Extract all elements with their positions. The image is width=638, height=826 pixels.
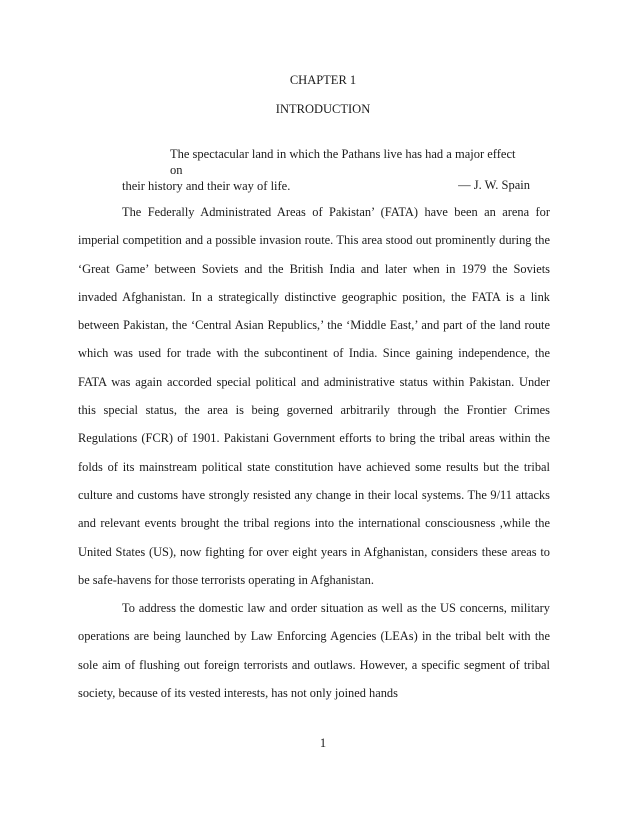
epigraph-line-2: their history and their way of life. <box>122 179 291 193</box>
paragraph-2: To address the domestic law and order situation as well as the US concerns, military operations are being launched by Law Enforcing Agencies (LEAs) in the tribal belt with the sole aim of flushing out foreign terrorists and outlaws. However, a specific segment of tribal society, because of its vested interests, has not only joined hands <box>78 601 550 701</box>
page-number: 1 <box>319 736 327 750</box>
epigraph-line-1: The spectacular land in which the Pathans live has had a major effect on <box>170 147 516 177</box>
epigraph-attribution: — J. W. Spain <box>458 178 530 192</box>
chapter-title: INTRODUCTION <box>275 102 371 116</box>
body-text <box>78 198 550 707</box>
paragraph-1: The Federally Administrated Areas of Pakistan’ (FATA) have been an arena for imperial competition and a possible invasion route. This area stood out prominently during the ‘Great Game’ between Soviets and the British India and later when in 1979 the Soviets invaded Afghanistan. In a strategically distinctive geographic position, the FATA is a link between Pakistan, the ‘Central Asian Republics,’ the ‘Middle East,’ and part of the land route which was used for trade with the subcontinent of India. Since gaining independence, the FATA was again accorded special political and administrative status within Pakistan. Under this special status, the area is being governed arbitrarily through the Frontier Crimes Regulations (FCR) of 1901. Pakistani Government efforts to bring the tribal areas within the folds of its mainstream political state constitution have achieved some results but the tribal culture and customs have strongly resisted any change in their local systems. The 9/11 attacks and relevant events brought the tribal regions into the international consciousness ,while the United States (US), now fighting for over eight years in Afghanistan, considers these areas to be safe-havens for those terrorists operating in Afghanistan. <box>78 205 550 587</box>
chapter-label: CHAPTER 1 <box>289 73 357 87</box>
